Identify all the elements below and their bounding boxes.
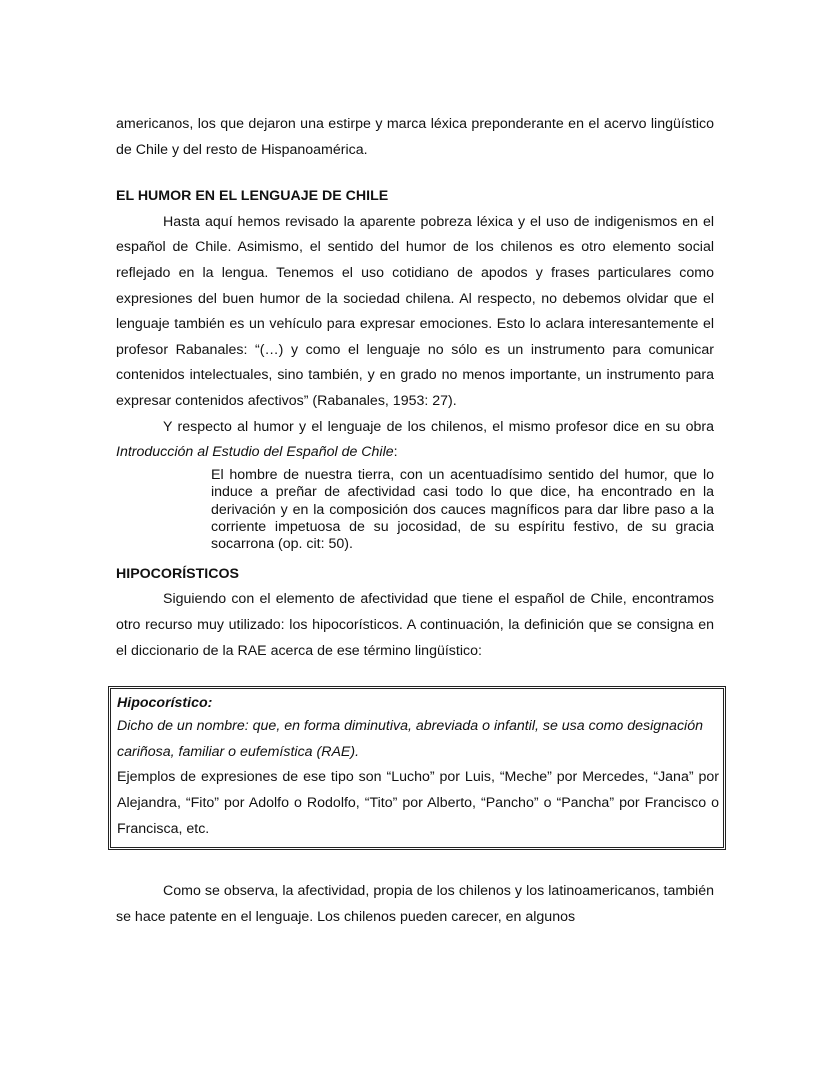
block-quote: El hombre de nuestra tierra, con un acentuadísimo sentido del humor, que lo induce a preñar de afectividad casi todo lo que dice, ha encontrado en la derivación y en la composición dos cauces magníficos para dar libre paso a la corriente impetuosa de su jocosidad, de su espíritu festivo, de su gracia socarrona (op. cit: 50). — [211, 466, 714, 553]
book-title: Introducción al Estudio del Español de Chile — [116, 444, 394, 461]
final-paragraph: Como se observa, la afectividad, propia de los chilenos y los latinoamericanos, también se hace patente en el lenguaje. Los chilenos pueden carecer, en algunos — [116, 883, 714, 925]
humor-paragraph-1: Hasta aquí hemos revisado la aparente pobreza léxica y el uso de indigenismos en el español de Chile. Asimismo, el sentido del humor de los chilenos es otro elemento social reflejado en la lengua. Tenemos el uso cotidiano de apodos y frases particulares como expresiones del buen humor de la sociedad chilena. Al respecto, no debemos olvidar que el lenguaje también es un vehículo para expresar emociones. Esto lo aclara interesantemente el profesor Rabanales: “(…) y como el lenguaje no sólo es un instrumento para comunicar contenidos intelectuales, sino también, y en grado no menos importante, un instrumento para expresar contenidos afectivos” (Rabanales, 1953: 27). — [116, 213, 714, 409]
hipocoristicos-paragraph: Siguiendo con el elemento de afectividad que tiene el español de Chile, encontramos otro recurso muy utilizado: los hipocorísticos. A continuación, la definición que se consigna en el diccionario de la RAE acerca de ese término lingüístico: — [116, 591, 714, 659]
definition-box — [108, 686, 726, 850]
intro-paragraph: americanos, los que dejaron una estirpe y marca léxica preponderante en el acervo lingüístico de Chile y del resto de Hispanoamérica. — [116, 116, 714, 158]
definition-examples: Ejemplos de expresiones de ese tipo son “Lucho” por Luis, “Meche” por Mercedes, “Jana” por Alejandra, “Fito” por Adolfo o Rodolfo, “Tito” por Alberto, “Pancho” o “Pancha” por Francisco o Francisca, etc. — [117, 769, 719, 837]
document-page — [116, 112, 719, 930]
humor-paragraph-2-start: Y respecto al humor y el lenguaje de los chilenos, el mismo profesor dice en su obra — [163, 418, 714, 435]
definition-text: Dicho de un nombre: que, en forma diminutiva, abreviada o infantil, se usa como designación cariñosa, familiar o eufemística (RAE). — [117, 718, 703, 760]
section-heading-humor: EL HUMOR EN EL LENGUAJE DE CHILE — [116, 188, 389, 205]
humor-paragraph-2-end: : — [393, 444, 398, 461]
section-heading-hipocoristicos: HIPOCORÍSTICOS — [116, 565, 239, 582]
definition-term: Hipocorístico: — [117, 695, 213, 712]
humor-paragraph-2 — [116, 415, 714, 466]
